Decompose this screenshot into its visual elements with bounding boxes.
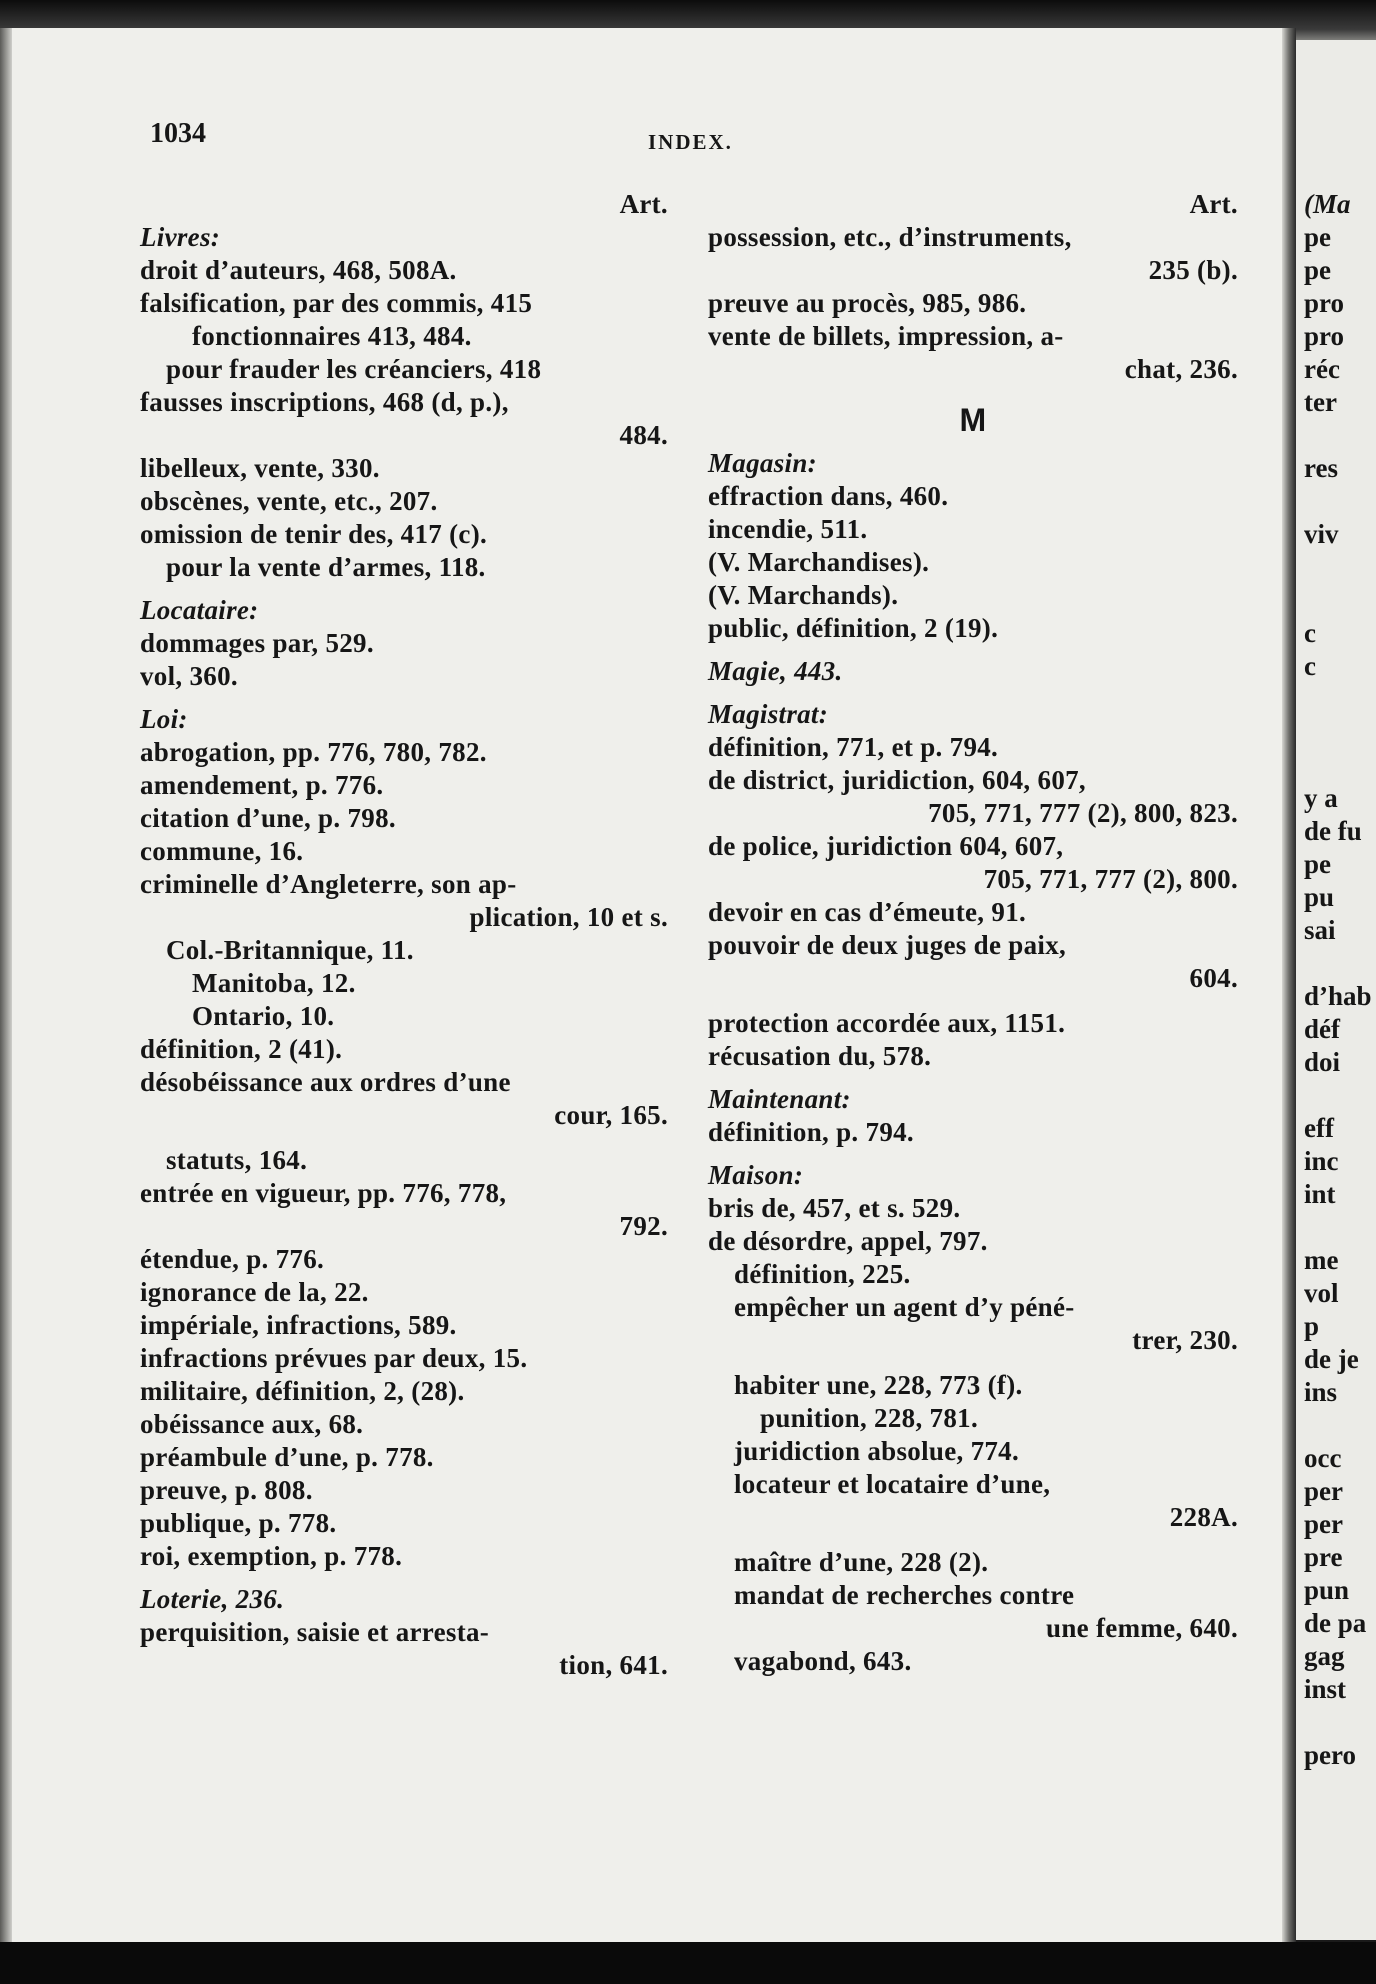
facing-page-fragment	[1304, 584, 1376, 617]
index-entry: chat, 236.	[1124, 354, 1238, 384]
index-entry: 235 (b).	[1148, 255, 1238, 285]
index-entry: fausses inscriptions, 468 (d, p.),	[140, 387, 509, 417]
index-entry: pour la vente d’armes, 118.	[166, 552, 486, 582]
facing-page-fragment	[1304, 485, 1376, 518]
scan-bottom-border	[0, 1942, 1376, 1984]
facing-page-fragment: p	[1304, 1311, 1320, 1341]
index-entry: une femme, 640.	[1046, 1613, 1238, 1643]
index-entry: entrée en vigueur, pp. 776, 778,	[140, 1178, 507, 1208]
column-art-label: Art.	[1189, 189, 1238, 219]
facing-page-fragment: pe	[1304, 849, 1331, 879]
index-entry: locateur et locataire d’une,	[734, 1469, 1051, 1499]
index-entry: 705, 771, 777 (2), 800, 823.	[928, 798, 1238, 828]
index-entry: incendie, 511.	[708, 514, 868, 544]
page-edge-shadow	[0, 28, 12, 1944]
index-entry: tion, 641.	[559, 1650, 668, 1680]
facing-page-fragment: y a	[1304, 783, 1338, 813]
facing-page-fragment: de fu	[1304, 816, 1362, 846]
facing-page-fragment	[1304, 1409, 1376, 1442]
index-entry: Manitoba, 12.	[192, 968, 356, 998]
facing-page-fragment: sai	[1304, 915, 1336, 945]
facing-page-fragment: pe	[1304, 222, 1331, 252]
index-entry: vente de billets, impression, a-	[708, 321, 1064, 351]
index-entry: protection accordée aux, 1151.	[708, 1008, 1066, 1038]
index-entry: mandat de recherches contre	[734, 1580, 1075, 1610]
index-entry: habiter une, 228, 773 (f).	[734, 1370, 1023, 1400]
index-entry: devoir en cas d’émeute, 91.	[708, 897, 1027, 927]
facing-page-fragment: pun	[1304, 1575, 1350, 1605]
index-heading: Magistrat:	[708, 699, 829, 729]
index-entry: abrogation, pp. 776, 780, 782.	[140, 737, 487, 767]
facing-page-fragment: pro	[1304, 321, 1345, 351]
facing-page-fragment: de pa	[1304, 1608, 1367, 1638]
index-entry: punition, 228, 781.	[760, 1403, 979, 1433]
index-entry: 604.	[1189, 963, 1238, 993]
index-entry: possession, etc., d’instruments,	[708, 222, 1072, 252]
facing-page-fragment: inst	[1304, 1674, 1347, 1704]
index-entry: fonctionnaires 413, 484.	[192, 321, 472, 351]
page-number: 1034	[150, 118, 206, 149]
facing-page-fragment: pero	[1304, 1740, 1356, 1770]
facing-page-fragment: me	[1304, 1245, 1339, 1275]
facing-page-fragment: per	[1304, 1509, 1343, 1539]
index-entry: infractions prévues par deux, 15.	[140, 1343, 528, 1373]
facing-page-fragment: déf	[1304, 1014, 1340, 1044]
index-entry: ignorance de la, 22.	[140, 1277, 369, 1307]
index-heading: Locataire:	[140, 595, 259, 625]
facing-page-fragment: occ	[1304, 1443, 1342, 1473]
index-entry: obscènes, vente, etc., 207.	[140, 486, 438, 516]
index-heading: Maintenant:	[708, 1084, 851, 1114]
index-entry: 792.	[619, 1211, 668, 1241]
index-heading: Magasin:	[708, 448, 817, 478]
index-entry: bris de, 457, et s. 529.	[708, 1193, 961, 1223]
running-head: INDEX.	[648, 130, 733, 154]
index-entry: preuve, p. 808.	[140, 1475, 313, 1505]
index-entry: citation d’une, p. 798.	[140, 803, 396, 833]
index-entry: preuve au procès, 985, 986.	[708, 288, 1027, 318]
facing-page-fragment: doi	[1304, 1047, 1341, 1077]
index-entry: (V. Marchands).	[708, 580, 899, 610]
index-entry: omission de tenir des, 417 (c).	[140, 519, 488, 549]
facing-page-fragment: pre	[1304, 1542, 1343, 1572]
facing-page-fragment	[1304, 947, 1376, 980]
facing-page-fragment: gag	[1304, 1641, 1345, 1671]
index-heading: Magie, 443.	[708, 656, 843, 686]
right-entries	[708, 447, 1238, 1678]
facing-page-fragment: ins	[1304, 1377, 1338, 1407]
index-heading: Livres:	[140, 222, 221, 252]
index-column-left	[140, 188, 668, 1682]
right-top-entries	[708, 221, 1238, 386]
facing-page-fragment: d’hab	[1304, 981, 1372, 1011]
facing-page-fragment: inc	[1304, 1146, 1339, 1176]
facing-page-fragment: res	[1304, 453, 1338, 483]
index-entry: trer, 230.	[1132, 1325, 1238, 1355]
index-entry: définition, 2 (41).	[140, 1034, 343, 1064]
index-entry: criminelle d’Angleterre, son ap-	[140, 869, 517, 899]
index-entry: de district, juridiction, 604, 607,	[708, 765, 1086, 795]
facing-page-fragment: c	[1304, 618, 1316, 648]
index-entry: définition, 771, et p. 794.	[708, 732, 999, 762]
book-gutter	[1282, 28, 1296, 1944]
index-entry: public, définition, 2 (19).	[708, 613, 999, 643]
index-entry: 705, 771, 777 (2), 800.	[983, 864, 1238, 894]
facing-page-fragment: eff	[1304, 1113, 1334, 1143]
index-entry: Ontario, 10.	[192, 1001, 335, 1031]
facing-page-fragment: pro	[1304, 288, 1345, 318]
index-entry: désobéissance aux ordres d’une	[140, 1067, 511, 1097]
index-entry: pour frauder les créanciers, 418	[166, 354, 542, 384]
index-entry: militaire, définition, 2, (28).	[140, 1376, 465, 1406]
index-entry: plication, 10 et s.	[469, 902, 668, 932]
facing-page-fragment: vol	[1304, 1278, 1339, 1308]
facing-page-fragment: (Ma	[1304, 189, 1351, 219]
index-entry: impériale, infractions, 589.	[140, 1310, 457, 1340]
facing-page-fragment: de je	[1304, 1344, 1359, 1374]
facing-page-fragment: pe	[1304, 255, 1331, 285]
index-entry: cour, 165.	[554, 1100, 668, 1130]
index-entry: Col.-Britannique, 11.	[166, 935, 414, 965]
facing-page-fragment	[1304, 749, 1376, 782]
facing-page-fragment: c	[1304, 651, 1316, 681]
index-entry: maître d’une, 228 (2).	[734, 1547, 989, 1577]
facing-page-fragment	[1304, 1706, 1376, 1739]
facing-page-fragment: pu	[1304, 882, 1335, 912]
index-entry: perquisition, saisie et arresta-	[140, 1617, 490, 1647]
facing-page-fragment	[1304, 716, 1376, 749]
index-entry: préambule d’une, p. 778.	[140, 1442, 434, 1472]
index-entry: commune, 16.	[140, 836, 304, 866]
index-entry: pouvoir de deux juges de paix,	[708, 930, 1067, 960]
index-entry: (V. Marchandises).	[708, 547, 930, 577]
index-entry: juridiction absolue, 774.	[734, 1436, 1020, 1466]
facing-page-fragment	[1304, 551, 1376, 584]
index-entry: effraction dans, 460.	[708, 481, 949, 511]
index-heading: Loi:	[140, 704, 188, 734]
index-entry: 228A.	[1169, 1502, 1238, 1532]
index-entry: récusation du, 578.	[708, 1041, 932, 1071]
index-entry: de désordre, appel, 797.	[708, 1226, 988, 1256]
section-letter: M	[959, 402, 987, 438]
index-entry: définition, p. 794.	[708, 1117, 914, 1147]
index-entry: falsification, par des commis, 415	[140, 288, 533, 318]
facing-page-text-fragments	[1304, 188, 1376, 1772]
facing-page-fragment: viv	[1304, 519, 1339, 549]
index-entry: libelleux, vente, 330.	[140, 453, 380, 483]
index-entry: définition, 225.	[734, 1259, 911, 1289]
index-heading: Loterie, 236.	[140, 1584, 285, 1614]
facing-page-fragment	[1304, 419, 1376, 452]
index-entry: empêcher un agent d’y péné-	[734, 1292, 1075, 1322]
facing-page-fragment	[1304, 1079, 1376, 1112]
facing-page-fragment: ter	[1304, 387, 1337, 417]
facing-page-fragment	[1304, 1211, 1376, 1244]
index-entry: roi, exemption, p. 778.	[140, 1541, 403, 1571]
index-entry: vol, 360.	[140, 661, 238, 691]
index-entry: statuts, 164.	[166, 1145, 308, 1175]
facing-page-fragment: int	[1304, 1179, 1336, 1209]
index-entry: vagabond, 643.	[734, 1646, 912, 1676]
facing-page-fragment: per	[1304, 1476, 1343, 1506]
index-entry: obéissance aux, 68.	[140, 1409, 364, 1439]
index-entry: dommages par, 529.	[140, 628, 374, 658]
index-entry: 484.	[619, 420, 668, 450]
column-art-label: Art.	[619, 189, 668, 219]
index-entry: droit d’auteurs, 468, 508A.	[140, 255, 457, 285]
facing-page-fragment	[1304, 683, 1376, 716]
index-entry: étendue, p. 776.	[140, 1244, 325, 1274]
facing-page-fragment: réc	[1304, 354, 1340, 384]
index-heading: Maison:	[708, 1160, 804, 1190]
index-entry: amendement, p. 776.	[140, 770, 384, 800]
index-entry: publique, p. 778.	[140, 1508, 337, 1538]
index-column-right	[708, 188, 1238, 1678]
index-entry: de police, juridiction 604, 607,	[708, 831, 1064, 861]
left-entries	[140, 221, 668, 1682]
